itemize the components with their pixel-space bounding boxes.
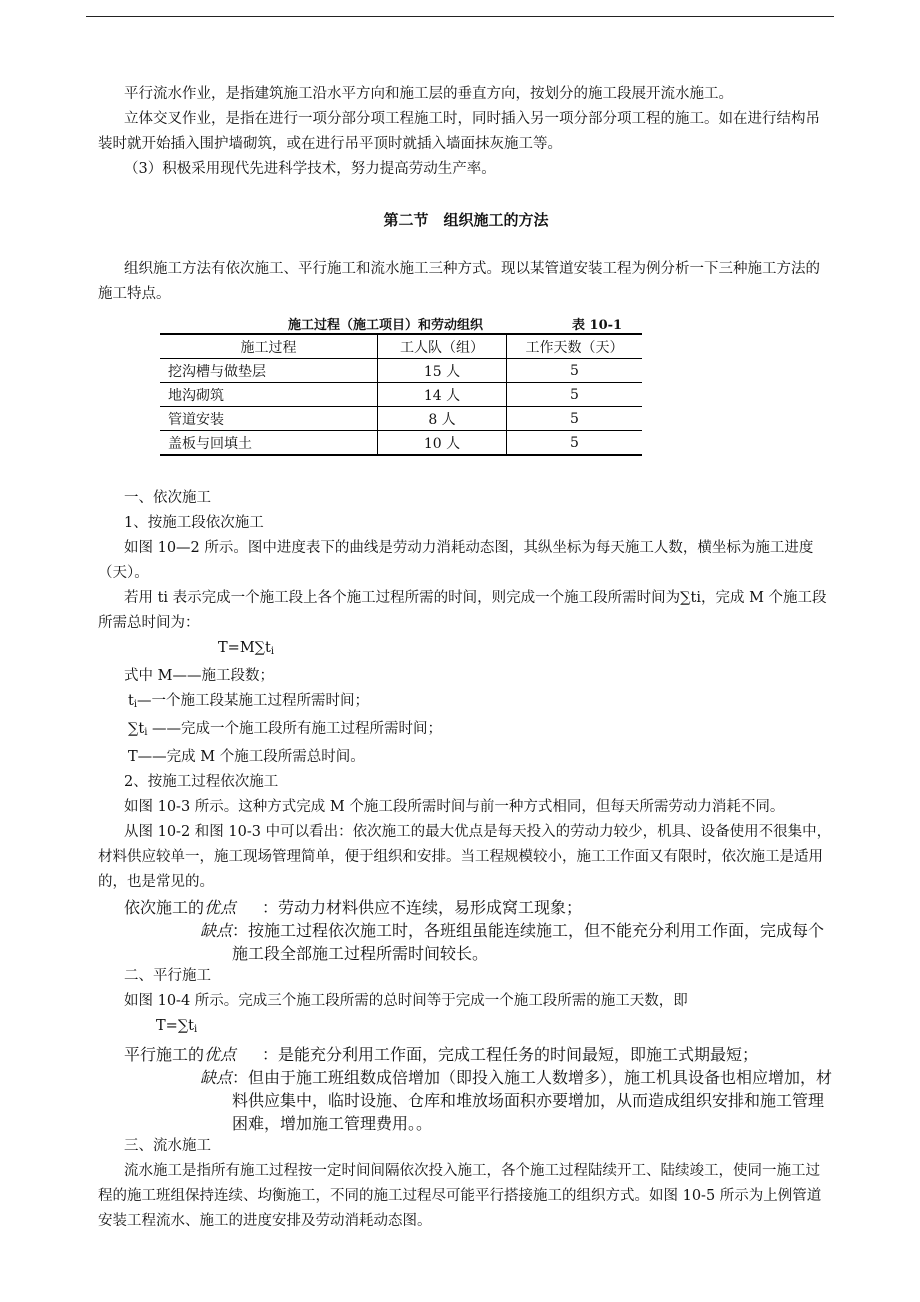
formula-total-time xyxy=(98,636,834,664)
heading-flow: 三、流水施工 xyxy=(124,1138,211,1154)
process-table xyxy=(160,333,642,456)
table-cell: 地沟砌筑 xyxy=(160,383,378,407)
paragraph-flow: 流水施工是指所有施工过程按一定时间间隔依次投入施工，各个施工过程陆续开工、陆续竣工，使同一施工过程的施工班组保持连续、均衡施工，不同的施工过程尽可能平行搭接施工的组织方式。如图 10-5 所示为上例管道安装工程流水、施工的进度安排及劳动消耗动态图。 xyxy=(98,1163,822,1229)
table-cell: 10 人 xyxy=(378,431,507,456)
table-header-cell: 施工过程 xyxy=(160,334,378,359)
subheading-by-process: 2、按施工过程依次施工 xyxy=(124,774,279,790)
disadvantage-text: ：但由于施工班组数成倍增加（即投入施工人数增多），施工机具设备也相应增加，材料供应集中，临时设施、仓库和堆放场面积亦要增加，从而造成组织安排和施工管理困难，增加施工管理费用。。 xyxy=(232,1068,833,1133)
table-cell: 管道安装 xyxy=(160,407,378,431)
paragraph-sequential-summary: 从图 10-2 和图 10-3 中可以看出：依次施工的最大优点是每天投入的劳动力较少，机具、设备使用不很集中，材料供应较单一，施工现场管理简单，便于组织和安排。当工程规模较小，施工工作面又有限时，依次施工是适用的，也是常见的。 xyxy=(98,824,832,890)
disadvantage-text: ：按施工过程依次施工时，各班组虽能连续施工，但不能充分利用工作面，完成每个施工段全部施工过程所需时间较长。 xyxy=(232,921,825,963)
def-text: —一个施工段某施工过程所需时间； xyxy=(137,693,370,709)
parallel-advantages xyxy=(98,1042,834,1065)
label-advantage: 优点 xyxy=(204,1045,237,1064)
paragraph-intro: 组织施工方法有依次施工、平行施工和流水施工三种方式。现以某管道安装工程为例分析一下三种施工方法的施工特点。 xyxy=(98,261,820,302)
label-prefix: 依次施工的 xyxy=(124,898,205,917)
where-clause: 式中 M——施工段数； xyxy=(124,668,274,684)
table-header-cell: 工人队（组） xyxy=(378,334,507,359)
subheading-by-segment: 1、按施工段依次施工 xyxy=(124,515,264,531)
table-row xyxy=(160,407,642,431)
formula-parallel xyxy=(98,1014,834,1042)
formula-main: T=M∑t xyxy=(218,640,271,656)
table-cell: 8 人 xyxy=(378,407,507,431)
label-prefix: 平行施工的 xyxy=(124,1045,205,1064)
def-symbol: t xyxy=(128,693,134,709)
table-header-row xyxy=(160,334,642,359)
paragraph-cross-operation: 立体交叉作业，是指在进行一项分部分项工程施工时，同时插入另一项分部分项工程的施工。如在进行结构吊装时就开始插入围护墙砌筑，或在进行吊平顶时就插入墙面抹灰施工等。 xyxy=(98,111,820,152)
table-cell: 14 人 xyxy=(378,383,507,407)
table-caption xyxy=(98,311,834,333)
label-disadvantage: 缺点 xyxy=(200,921,233,940)
paragraph-parallel-flow: 平行流水作业，是指建筑施工沿水平方向和施工层的垂直方向，按划分的施工段展开流水施工。 xyxy=(124,86,733,102)
sequential-disadvantages xyxy=(98,918,834,964)
definition-sum-ti xyxy=(98,717,834,745)
label-disadvantage: 缺点 xyxy=(200,1068,233,1087)
table-cell: 15 人 xyxy=(378,359,507,383)
heading-sequential: 一、依次施工 xyxy=(124,490,211,506)
def-symbol: ∑t xyxy=(128,721,145,737)
paragraph-fig-10-3: 如图 10-3 所示。这种方式完成 M 个施工段所需时间与前一种方式相同，但每天所需劳动力消耗不同。 xyxy=(124,799,785,815)
header-rule xyxy=(86,16,834,17)
table-caption-number: 表 10-1 xyxy=(572,318,623,333)
label-advantage: 优点 xyxy=(204,898,237,917)
advantage-text: ：劳动力材料供应不连续，易形成窝工现象； xyxy=(262,898,583,917)
advantage-text: ：是能充分利用工作面，完成工程任务的时间最短，即施工式期最短； xyxy=(262,1045,759,1064)
section-title: 第二节 组织施工的方法 xyxy=(383,211,549,229)
heading-parallel: 二、平行施工 xyxy=(124,968,211,984)
def-subscript: i xyxy=(144,727,148,738)
formula-main: T=∑t xyxy=(156,1018,194,1034)
sequential-advantages xyxy=(98,895,834,918)
paragraph-ti-definition: 若用 ti 表示完成一个施工段上各个施工过程所需的时间，则完成一个施工段所需时间为∑ti，完成 M 个施工段所需总时间为： xyxy=(98,590,827,631)
table-row xyxy=(160,359,642,383)
paragraph-technology: （3）积极采用现代先进科学技术，努力提高劳动生产率。 xyxy=(124,161,496,177)
table-cell: 5 xyxy=(507,359,643,383)
def-subscript: i xyxy=(133,699,138,710)
definition-ti xyxy=(98,689,834,717)
paragraph-fig-10-2: 如图 10—2 所示。图中进度表下的曲线是劳动力消耗动态图，其纵坐标为每天施工人数，横坐标为施工进度（天）。 xyxy=(98,540,814,581)
formula-subscript: i xyxy=(194,1024,198,1035)
formula-subscript: i xyxy=(270,646,275,657)
table-cell: 5 xyxy=(507,383,643,407)
table-row xyxy=(160,383,642,407)
table-cell: 5 xyxy=(507,431,643,456)
document-body xyxy=(98,82,834,1234)
def-text: ——完成一个施工段所有施工过程所需时间； xyxy=(147,721,442,737)
table-header-cell: 工作天数（天） xyxy=(507,334,643,359)
table-cell: 5 xyxy=(507,407,643,431)
table-caption-title: 施工过程（施工项目）和劳动组织 xyxy=(288,318,484,333)
paragraph-fig-10-4: 如图 10-4 所示。完成三个施工段所需的总时间等于完成一个施工段所需的施工天数，即 xyxy=(124,993,688,1009)
table-cell: 挖沟槽与做垫层 xyxy=(160,359,378,383)
definition-T: T——完成 M 个施工段所需总时间。 xyxy=(128,749,365,765)
table-cell: 盖板与回填土 xyxy=(160,431,378,456)
parallel-disadvantages xyxy=(98,1065,834,1134)
table-row xyxy=(160,431,642,456)
